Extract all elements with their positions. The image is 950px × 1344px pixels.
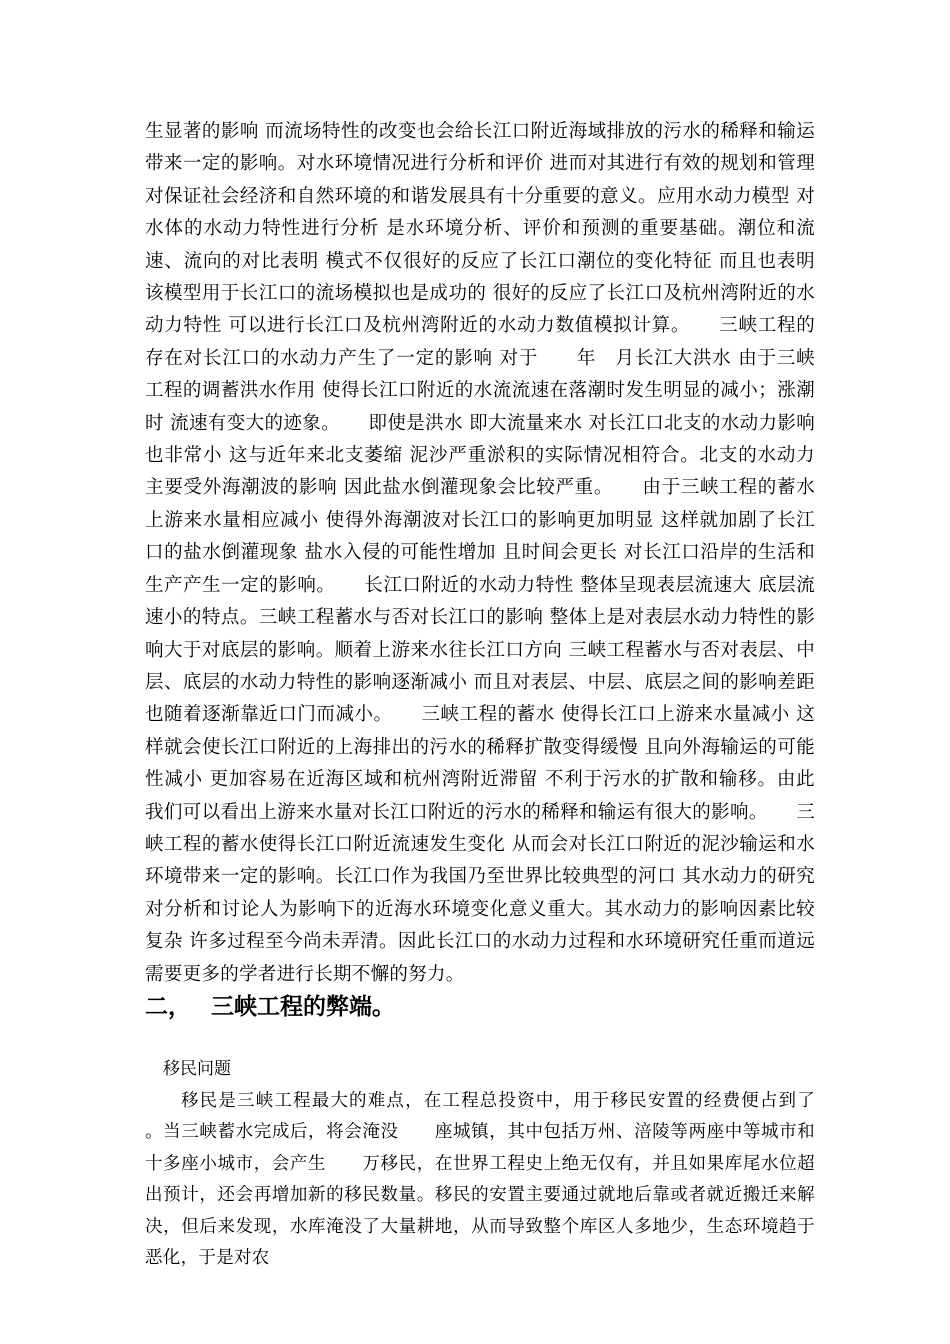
subsection-heading: 移民问题 xyxy=(163,1059,231,1079)
migration-paragraph: 移民是三峡工程最大的难点，在工程总投资中，用于移民安置的经费便占到了 。当三峡蓄水完成后，将会淹没 座城镇，其中包括万州、涪陵等两座中等城市和十多座小城市，会产生 万移民，在世界工程史上绝无仅有，并且如果库尾水位超出预计，还会再增加新的移民数量。移民的安置主要通过就地后靠或者就近搬迁来解决，但后来发现，水库淹没了大量耕地，从而导致整个库区人多地少，生态环境趋于恶化，于是对农 xyxy=(145,1091,851,1269)
body-paragraph: 生显著的影响 而流场特性的改变也会给长江口附近海域排放的污水的稀释和输运带来一定的影响。对水环境情况进行分析和评价 进而对其进行有效的规划和管理 对保证社会经济和自然环境的和谐发展具有十分重要的意义。应用水动力模型 对水体的水动力特性进行分析 是水环境分析、评价和预测的重要基础。潮位和流速、流向的对比表明 模式不仅很好的反应了长江口潮位的变化特征 而且也表明该模型用于长江口的流场模拟也是成功的 很好的反应了长江口及杭州湾附近的水动力特性 可以进行长江口及杭州湾附近的水动力数值模拟计算。 三峡工程的存在对长江口的水动力产生了一定的影响 对于 年 月长江大洪水 由于三峡工程的调蓄洪水作用 使得长江口附近的水流流速在落潮时发生明显的减小；涨潮时 流速有变大的迹象。 即使是洪水 即大流量来水 对长江口北支的水动力影响也非常小 这与近年来北支萎缩 泥沙严重淤积的实际情况相符合。北支的水动力主要受外海潮波的影响 因此盐水倒灌现象会比较严重。 由于三峡工程的蓄水 上游来水量相应减小 使得外海潮波对长江口的影响更加明显 这样就加剧了长江口的盐水倒灌现象 盐水入侵的可能性增加 且时间会更长 对长江口沿岸的生活和生产产生一定的影响。 长江口附近的水动力特性 整体呈现表层流速大 底层流速小的特点。三峡工程蓄水与否对长江口的影响 整体上是对表层水动力特性的影响大于对底层的影响。顺着上游来水往长江口方向 三峡工程蓄水与否对表层、中层、底层的水动力特性的影响逐渐减小 而且对表层、中层、底层之间的影响差距也随着逐渐靠近口门而减小。 三峡工程的蓄水 使得长江口上游来水量减小 这样就会使长江口附近的上海排出的污水的稀释扩散变得缓慢 且向外海输运的可能性减小 更加容易在近海区域和杭州湾附近滞留 不利于污水的扩散和输移。由此我们可以看出上游来水量对长江口附近的污水的稀释和输运有很大的影响。 三峡工程的蓄水使得长江口附近流速发生变化 从而会对长江口附近的泥沙输运和水环境带来一定的影响。长江口作为我国乃至世界比较典型的河口 其水动力的研究对分析和讨论人为影响下的近海水环境变化意义重大。其水动力的影响因素比较复杂 许多过程至今尚未弄清。因此长江口的水动力过程和水环境研究任重而道远 需要更多的学者进行长期不懈的努力。 xyxy=(145,121,815,985)
section-heading xyxy=(145,990,815,1024)
section-number: 二， xyxy=(145,994,191,1020)
section-title: 三峡工程的弊端。 xyxy=(211,994,395,1020)
